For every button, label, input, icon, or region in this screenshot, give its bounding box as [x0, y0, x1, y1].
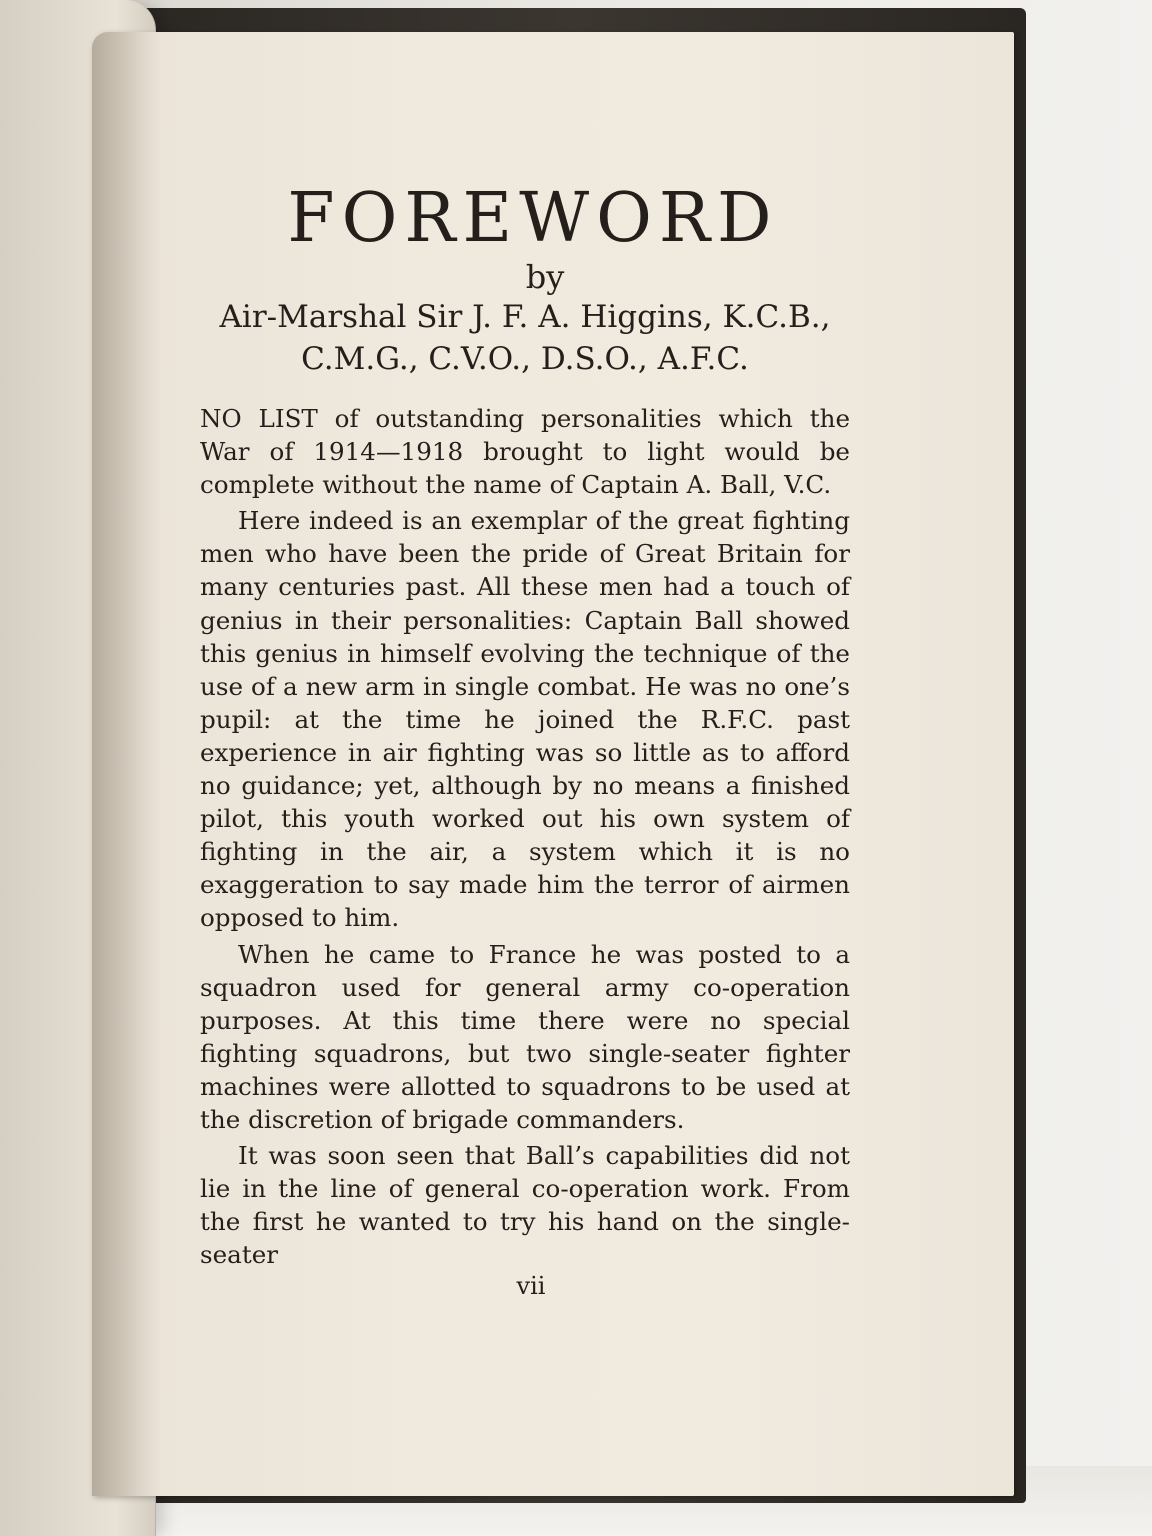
- paragraph-2: Here indeed is an exemplar of the great fighting men who have been the pride of Great Britain for many centuries past. All these men had a touch of genius in their personalities: Captain Ball showed this genius in himself evolving the technique of the use of a new arm in single combat. He was no one’s pupil: at the time he joined the R.F.C. past experience in air fighting was so little as to afford no guidance; yet, although by no means a finished pilot, this youth worked out his own system of fighting in the air, a system which it is no exaggeration to say made him the terror of airmen opposed to him.: [200, 506, 850, 933]
- page-number: vii: [516, 1272, 546, 1301]
- author-line-1: Air-Marshal Sir J. F. A. Higgins, K.C.B.,: [219, 299, 831, 335]
- author-line-2: C.M.G., C.V.O., D.S.O., A.F.C.: [301, 341, 749, 377]
- body-text: [200, 402, 850, 1271]
- page-title: FOREWORD: [287, 179, 779, 258]
- page-text-block: [200, 180, 850, 1301]
- paragraph-3: When he came to France he was posted to a squadron used for general army co-operation purposes. At this time there were no special fighting squadrons, but two single-seater fighter machines were allotted to squadrons to be used at the discretion of brigade commanders.: [200, 939, 850, 1134]
- byline: by: [525, 258, 565, 296]
- paragraph-1: NO LIST of outstanding personalities which the War of 1914—1918 brought to light would be complete without the name of Captain A. Ball, V.C.: [200, 404, 850, 500]
- paragraph-4: It was soon seen that Ball’s capabilities did not lie in the line of general co-operation work. From the first he wanted to try his hand on the single-seater: [200, 1141, 850, 1270]
